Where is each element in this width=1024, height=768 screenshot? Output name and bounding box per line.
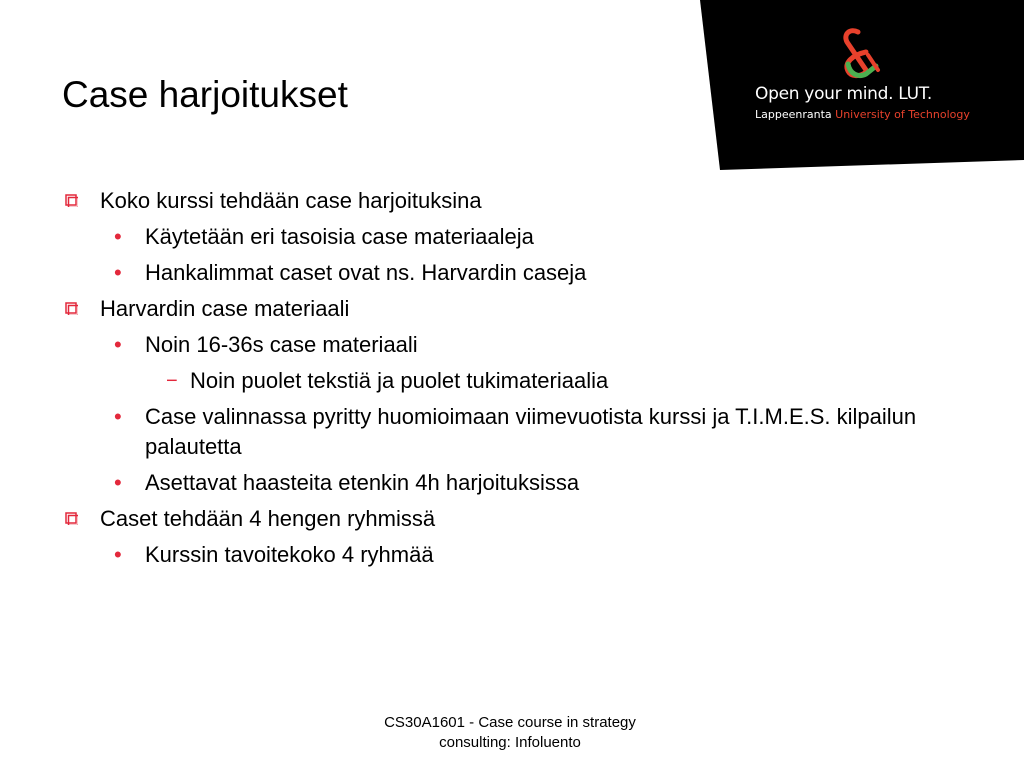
slide-content: [62, 186, 962, 576]
footer-line2: consulting: Infoluento: [439, 734, 581, 751]
dot-bullet-icon: •: [114, 542, 122, 567]
brand-subline: [755, 108, 970, 121]
bullet-level2: [62, 330, 962, 360]
bullet-level3: [62, 366, 962, 396]
dot-bullet-icon: •: [114, 260, 122, 285]
bullet-level1: [62, 294, 962, 324]
bullet-text: Käytetään eri tasoisia case materiaaleja: [145, 224, 534, 249]
bullet-text: Case valinnassa pyritty huomioimaan viimevuotista kurssi ja T.I.M.E.S. kilpailun palautetta: [145, 404, 917, 459]
bullet-level2: [62, 540, 962, 570]
bullet-text: Noin puolet tekstiä ja puolet tukimateriaalia: [190, 368, 609, 393]
bullet-text: Caset tehdään 4 hengen ryhmissä: [100, 506, 436, 531]
bullet-level1: [62, 186, 962, 216]
brand-subline-accent: University of Technology: [835, 108, 970, 121]
bullet-level1: [62, 504, 962, 534]
dot-bullet-icon: •: [114, 224, 122, 249]
bullet-text: Noin 16-36s case materiaali: [145, 332, 418, 357]
bullet-level2: [62, 402, 962, 462]
slide-footer: [340, 713, 680, 753]
checkbox-bullet-icon: [65, 302, 78, 315]
slide-title: Case harjoitukset: [62, 74, 348, 115]
checkbox-bullet-icon: [65, 194, 78, 207]
dash-bullet-icon: −: [166, 370, 178, 392]
checkbox-bullet-icon: [65, 512, 78, 525]
bullet-text: Kurssin tavoitekoko 4 ryhmää: [145, 542, 434, 567]
bullet-level2: [62, 222, 962, 252]
bullet-text: Hankalimmat caset ovat ns. Harvardin caseja: [145, 260, 587, 285]
bullet-text: Asettavat haasteita etenkin 4h harjoituksissa: [145, 470, 580, 495]
dot-bullet-icon: •: [114, 332, 122, 357]
bullet-text: Koko kurssi tehdään case harjoituksina: [100, 188, 482, 213]
brand-tagline: Open your mind. LUT.: [755, 84, 932, 104]
brand-subline-prefix: Lappeenranta: [755, 108, 832, 121]
footer-line1: CS30A1601 - Case course in strategy: [384, 714, 636, 731]
dot-bullet-icon: •: [114, 470, 122, 495]
dot-bullet-icon: •: [114, 404, 122, 429]
bullet-text: Harvardin case materiaali: [100, 296, 350, 321]
bullet-level2: [62, 258, 962, 288]
bullet-level2: [62, 468, 962, 498]
